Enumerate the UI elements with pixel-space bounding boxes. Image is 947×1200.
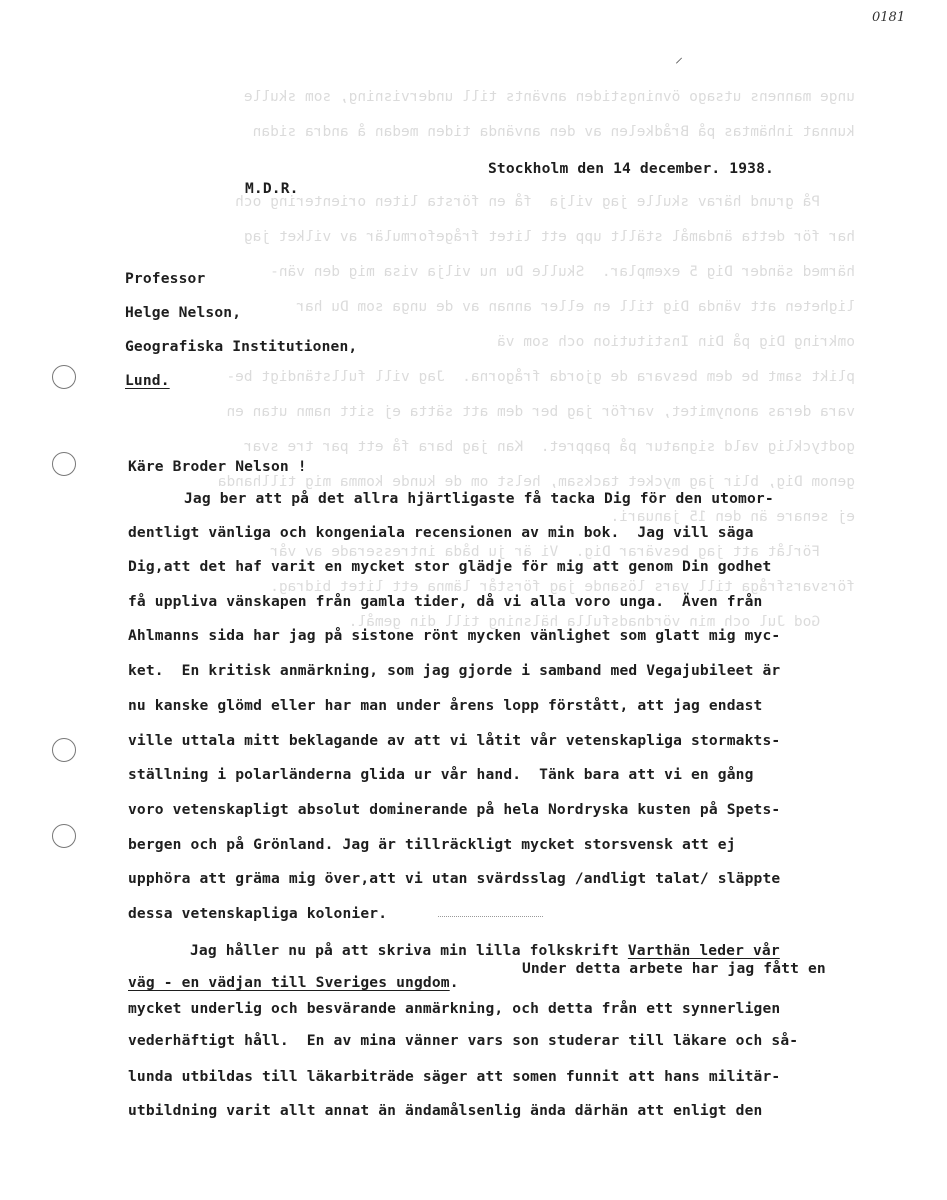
body-line (128, 974, 459, 991)
body-line: nu kanske glömd eller har man under årens lopp förstått, att jag endast (128, 697, 763, 714)
body-line: bergen och på Grönland. Jag är tillräckligt mycket storsvensk att ej (128, 836, 736, 853)
body-line: ställning i polarländerna glida ur vår hand. Tänk bara att vi en gång (128, 766, 754, 783)
greeting: Käre Broder Nelson ! (128, 458, 307, 475)
body-line: få uppliva vänskapen från gamla tider, då vi alla voro unga. Även från (128, 593, 763, 610)
body-line: upphöra att gräma mig över,att vi utan svärdsslag /andligt talat/ släppte (128, 870, 781, 887)
body-line: Under detta arbete har jag fått en (522, 960, 826, 977)
recipient-title: Professor (125, 270, 206, 287)
body-line: Ahlmanns sida har jag på sistone rönt mycken vänlighet som glatt mig myc- (128, 627, 781, 644)
recipient-city: Lund. (125, 372, 170, 389)
body-line: ville uttala mitt beklagande av att vi låtit vår vetenskapliga stormakts- (128, 732, 781, 749)
recipient-name: Helge Nelson, (125, 304, 242, 321)
body-line: Dig,att det haf varit en mycket stor glädje för mig att genom Din godhet (128, 558, 772, 575)
binder-hole (52, 824, 76, 848)
body-line: dessa vetenskapliga kolonier. (128, 905, 388, 922)
dotted-rule (438, 916, 543, 917)
book-title-part-a: Varthän leder vår (627, 942, 780, 959)
body-text: Jag håller nu på att skriva min lilla folkskrift (190, 942, 619, 959)
binder-hole (52, 738, 76, 762)
body-line (190, 942, 780, 959)
salutation-abbreviation: M.D.R. (245, 180, 299, 197)
body-line: dentligt vänliga och kongeniala recensionen av min bok. Jag vill säga (128, 524, 754, 541)
pencil-mark: ⸍ (675, 54, 684, 73)
body-line: Jag ber att på det allra hjärtligaste få tacka Dig för den utomor- (184, 490, 774, 507)
body-line: utbildning varit allt annat än ändamålsenlig ända därhän att enligt den (128, 1102, 763, 1119)
recipient-institution: Geografiska Institutionen, (125, 338, 358, 355)
body-text: . (449, 974, 459, 991)
body-line: mycket underlig och besvärande anmärkning, och detta från ett synnerligen (128, 1000, 781, 1017)
binder-hole (52, 365, 76, 389)
place-date: Stockholm den 14 december. 1938. (488, 160, 774, 177)
body-line: lunda utbildas till läkarbiträde säger att somen funnit att hans militär- (128, 1068, 781, 1085)
body-line: voro vetenskapligt absolut dominerande på hela Nordryska kusten på Spets- (128, 801, 781, 818)
binder-hole (52, 452, 76, 476)
book-title-part-b: väg - en vädjan till Sveriges ungdom (128, 974, 450, 991)
show-through-text: unge mannens utsago övningstiden använts till undervisning, som skulle kunnat inhämtas på Brådkelen av den använda tiden medan å andra sidan På grund härav skulle jag vilja få en första liten orientering och har för detta ändamål ställt upp ett litet frågeformulär av vilket jag härmed sänder Dig 5 exemplar. Skulle Du nu vilja visa mig den vän- ligheten att vända Dig till en eller annan av de unga som Du har omkring Dig på Din Institution och som vä plikt samt be dem besvara de gjorda frågorna. Jag vill fullständigt be- vara deras anonymitet, varför jag ber dem att sätta ej sitt namn utan en godtycklig vald signatur på pappret. Kan jag bara få ett par tre svar genom Dig, blir jag mycket tacksam, helst om de kunde komma mig tillhanda ej senare än den 15 januari. Förlåt att jag besvärar Dig. Vi är ju båda intresserade av vår försvarsfråga till vars lösande jag förstår lämna ett litet bidrag. God Jul och min vördnadsfulla hälsning till din gemål. (217, 89, 855, 630)
archive-number: 0181 (872, 10, 906, 25)
body-line: ket. En kritisk anmärkning, som jag gjorde i samband med Vegajubileet är (128, 662, 781, 679)
body-line: vederhäftigt håll. En av mina vänner vars son studerar till läkare och så- (128, 1032, 799, 1049)
